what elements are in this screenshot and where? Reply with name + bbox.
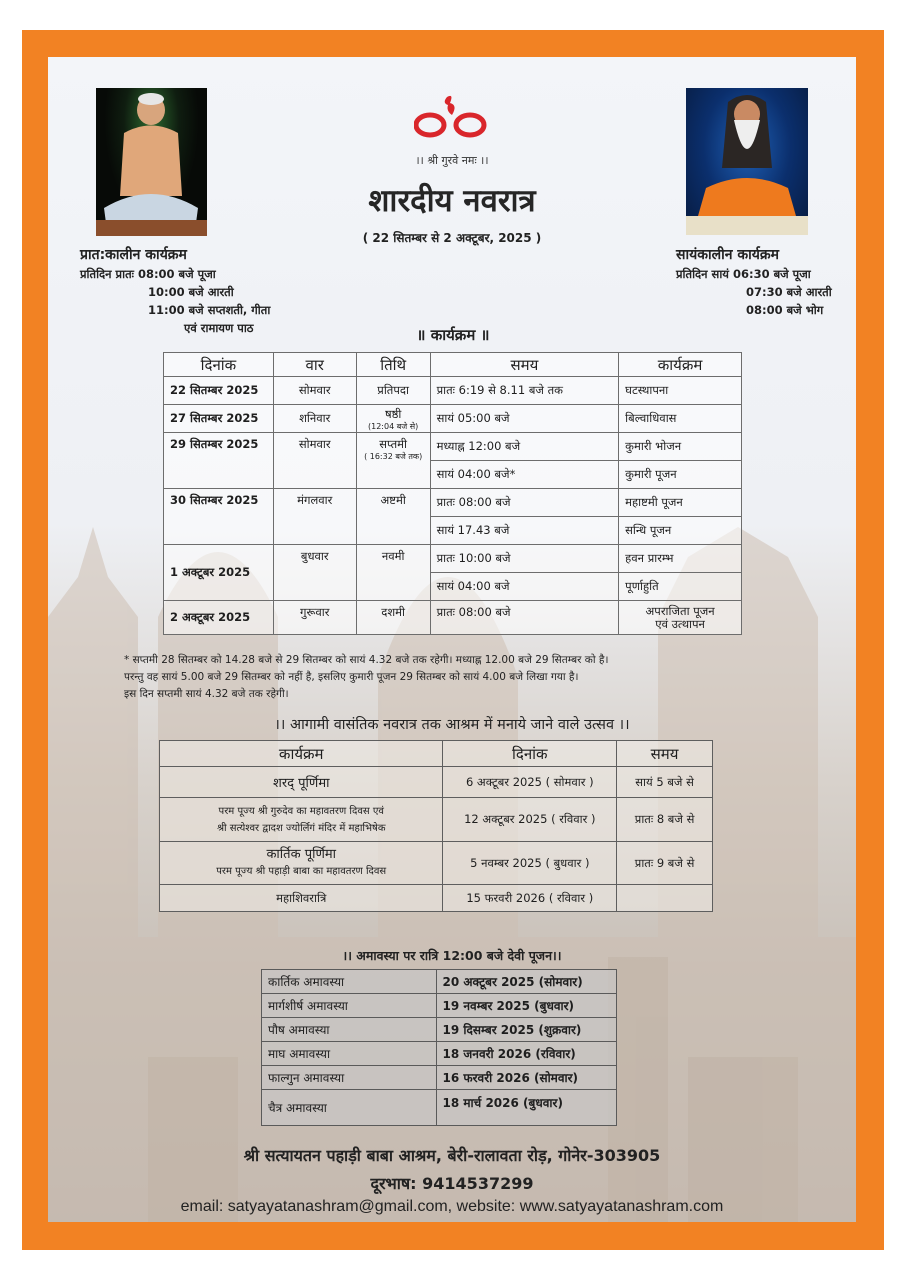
amavasya-name: फाल्गुन अमावस्या (262, 1066, 437, 1090)
column-header: कार्यक्रम (160, 741, 443, 767)
amavasya-date: 18 मार्च 2026 (बुधवार) (436, 1090, 617, 1126)
evening-line: प्रतिदिन सायं 06:30 बजे पूजा (676, 267, 811, 281)
footnote (124, 652, 844, 703)
footnote-line: इस दिन सप्तमी सायं 4.32 बजे तक रहेगी। (124, 688, 289, 700)
morning-schedule (80, 265, 270, 337)
amavasya-date: 16 फरवरी 2026 (सोमवार) (436, 1066, 617, 1090)
time-cell: प्रातः 6:19 से 8.11 बजे तक (430, 377, 619, 405)
table-row (164, 601, 742, 635)
table-row (262, 994, 617, 1018)
date-cell: 30 सितम्बर 2025 (164, 489, 274, 545)
festival-time-cell (617, 885, 713, 912)
table-row (164, 545, 742, 573)
date-cell: 22 सितम्बर 2025 (164, 377, 274, 405)
event-cell: पूर्णाहुति (619, 573, 742, 601)
festival-name-cell: महाशिवरात्रि (160, 885, 443, 912)
evening-schedule (676, 265, 832, 319)
morning-line: 11:00 बजे सप्तशती, गीता (148, 303, 271, 317)
amavasya-date: 19 नवम्बर 2025 (बुधवार) (436, 994, 617, 1018)
event-cell: अपराजिता पूजन एवं उत्थापन (619, 601, 742, 635)
table-row (160, 885, 713, 912)
evening-program-heading: सायंकालीन कार्यक्रम (676, 247, 779, 263)
date-cell: 1 अक्टूबर 2025 (164, 545, 274, 601)
table-row (262, 970, 617, 994)
festival-name-line: परम पूज्य श्री गुरुदेव का महावतरण दिवस एवं (218, 805, 384, 817)
table-row (160, 767, 713, 798)
table-row (160, 798, 713, 842)
time-cell: सायं 17.43 बजे (430, 517, 619, 545)
tithi-cell (356, 433, 430, 489)
table-row (164, 377, 742, 405)
festival-name-line: श्री सत्येश्वर द्वादश ज्योर्लिगं मंदिर में महाभिषेक (216, 822, 386, 834)
evening-line: 07:30 बजे आरती (746, 285, 832, 299)
festival-date-cell: 12 अक्टूबर 2025 ( रविवार ) (443, 798, 617, 842)
day-cell: सोमवार (273, 377, 356, 405)
column-header: समय (617, 741, 713, 767)
time-cell: प्रातः 08:00 बजे (430, 601, 619, 635)
morning-line: एवं रामायण पाठ (184, 321, 254, 335)
table-row (160, 842, 713, 885)
festival-date-cell: 5 नवम्बर 2025 ( बुधवार ) (443, 842, 617, 885)
festival-name-cell (160, 798, 443, 842)
tithi-name: सप्तमी (379, 437, 407, 451)
festival-name-line: परम पूज्य श्री पहाड़ी बाबा का महावतरण दिवस (216, 866, 387, 877)
tithi-cell: अष्टमी (356, 489, 430, 545)
program-table (163, 352, 742, 635)
time-cell: प्रातः 10:00 बजे (430, 545, 619, 573)
morning-line: प्रतिदिन प्रातः 08:00 बजे पूजा (80, 267, 216, 281)
festival-dates: ( 22 सितम्बर से 2 अक्टूबर, 2025 ) (362, 231, 542, 245)
amavasya-name: कार्तिक अमावस्या (262, 970, 437, 994)
time-cell: सायं 04:00 बजे* (430, 461, 619, 489)
column-header: कार्यक्रम (619, 353, 742, 377)
evening-line: 08:00 बजे भोग (746, 303, 824, 317)
day-cell: बुधवार (273, 545, 356, 601)
festivals-table-header (160, 741, 713, 767)
festival-name-cell: शरद् पूर्णिमा (160, 767, 443, 798)
table-row (164, 489, 742, 517)
date-cell: 29 सितम्बर 2025 (164, 433, 274, 489)
tithi-cell: दशमी (356, 601, 430, 635)
amavasya-date: 18 जनवरी 2026 (रविवार) (436, 1042, 617, 1066)
table-row (164, 405, 742, 433)
festival-time-cell: प्रातः 8 बजे से (617, 798, 713, 842)
festival-time-cell: सायं 5 बजे से (617, 767, 713, 798)
tithi-note: (12:04 बजे से) (367, 421, 419, 431)
column-header: वार (273, 353, 356, 377)
ashram-address: श्री सत्यायतन पहाड़ी बाबा आश्रम, बेरी-रालावता रोड़, गोनेर-303905 (243, 1146, 661, 1165)
page-title: शारदीय नवरात्र (368, 183, 536, 219)
time-cell: सायं 04:00 बजे (430, 573, 619, 601)
red-om-logo (414, 93, 488, 143)
guru-photo-left (96, 88, 207, 236)
day-cell: गुरूवार (273, 601, 356, 635)
column-header: समय (430, 353, 619, 377)
tithi-cell: नवमी (356, 545, 430, 601)
festival-time-cell: प्रातः 9 बजे से (617, 842, 713, 885)
date-cell: 27 सितम्बर 2025 (164, 405, 274, 433)
column-header: दिनांक (443, 741, 617, 767)
tithi-name: षष्ठी (384, 406, 402, 421)
time-cell: मध्याह्न 12:00 बजे (430, 433, 619, 461)
amavasya-name: चैत्र अमावस्या (262, 1090, 437, 1126)
day-cell: मंगलवार (273, 489, 356, 545)
table-row (262, 1042, 617, 1066)
contact-email-website: email: satyayatanashram@gmail.com, website: www.satyayatanashram.com (180, 1198, 724, 1215)
festivals-heading: ।। आगामी वासंतिक नवरात्र तक आश्रम में मनाये जाने वाले उत्सव ।। (274, 717, 630, 733)
amavasya-name: मार्गशीर्ष अमावस्या (262, 994, 437, 1018)
event-cell: सन्धि पूजन (619, 517, 742, 545)
table-row (262, 1090, 617, 1126)
amavasya-heading: ।। अमावस्या पर रात्रि 12:00 बजे देवी पूजन।। (342, 948, 562, 963)
tithi-note: ( 16:32 बजे तक) (364, 452, 423, 461)
column-header: तिथि (356, 353, 430, 377)
amavasya-date: 19 दिसम्बर 2025 (शुक्रवार) (436, 1018, 617, 1042)
time-cell: सायं 05:00 बजे (430, 405, 619, 433)
day-cell: शनिवार (273, 405, 356, 433)
event-cell: कुमारी भोजन (619, 433, 742, 461)
footnote-line: * सप्तमी 28 सितम्बर को 14.28 बजे से 29 सितम्बर को सायं 4.32 बजे तक रहेगी। मध्याह्न 12.00 बजे 29 सितम्बर को है। (124, 654, 609, 666)
guru-photo-right (686, 88, 808, 235)
amavasya-name: पौष अमावस्या (262, 1018, 437, 1042)
event-cell: कुमारी पूजन (619, 461, 742, 489)
invocation-text: ।। श्री गुरवे नमः ।। (415, 154, 489, 167)
day-cell: सोमवार (273, 433, 356, 489)
column-header: दिनांक (164, 353, 274, 377)
festival-date-cell: 6 अक्टूबर 2025 ( सोमवार ) (443, 767, 617, 798)
table-row (164, 433, 742, 461)
festival-name-line: कार्तिक पूर्णिमा (266, 847, 336, 862)
event-cell: घटस्थापना (619, 377, 742, 405)
program-table-heading: ॥ कार्यक्रम ॥ (416, 326, 490, 344)
table-row (262, 1066, 617, 1090)
amavasya-table (261, 969, 617, 1126)
morning-line: 10:00 बजे आरती (148, 285, 234, 299)
time-cell: प्रातः 08:00 बजे (430, 489, 619, 517)
tithi-cell: प्रतिपदा (356, 377, 430, 405)
festivals-table (159, 740, 713, 912)
table-row (262, 1018, 617, 1042)
poster-panel (48, 57, 856, 1222)
morning-program-heading: प्रात:कालीन कार्यक्रम (80, 247, 187, 263)
event-cell: हवन प्रारम्भ (619, 545, 742, 573)
festival-name-cell (160, 842, 443, 885)
tithi-cell (356, 405, 430, 433)
footnote-line: परन्तु वह सायं 5.00 बजे 29 सितम्बर को नहीं है, इसलिए कुमारी पूजन 29 सितम्बर को सायं 4.00 बजे लिखा गया है। (124, 671, 579, 683)
phone-number: दूरभाष: 9414537299 (370, 1174, 534, 1193)
date-cell: 2 अक्टूबर 2025 (164, 601, 274, 635)
amavasya-date: 20 अक्टूबर 2025 (सोमवार) (436, 970, 617, 994)
program-table-header (164, 353, 742, 377)
festival-date-cell: 15 फरवरी 2026 ( रविवार ) (443, 885, 617, 912)
event-cell: बिल्वाधिवास (619, 405, 742, 433)
event-cell: महाष्टमी पूजन (619, 489, 742, 517)
amavasya-name: माघ अमावस्या (262, 1042, 437, 1066)
